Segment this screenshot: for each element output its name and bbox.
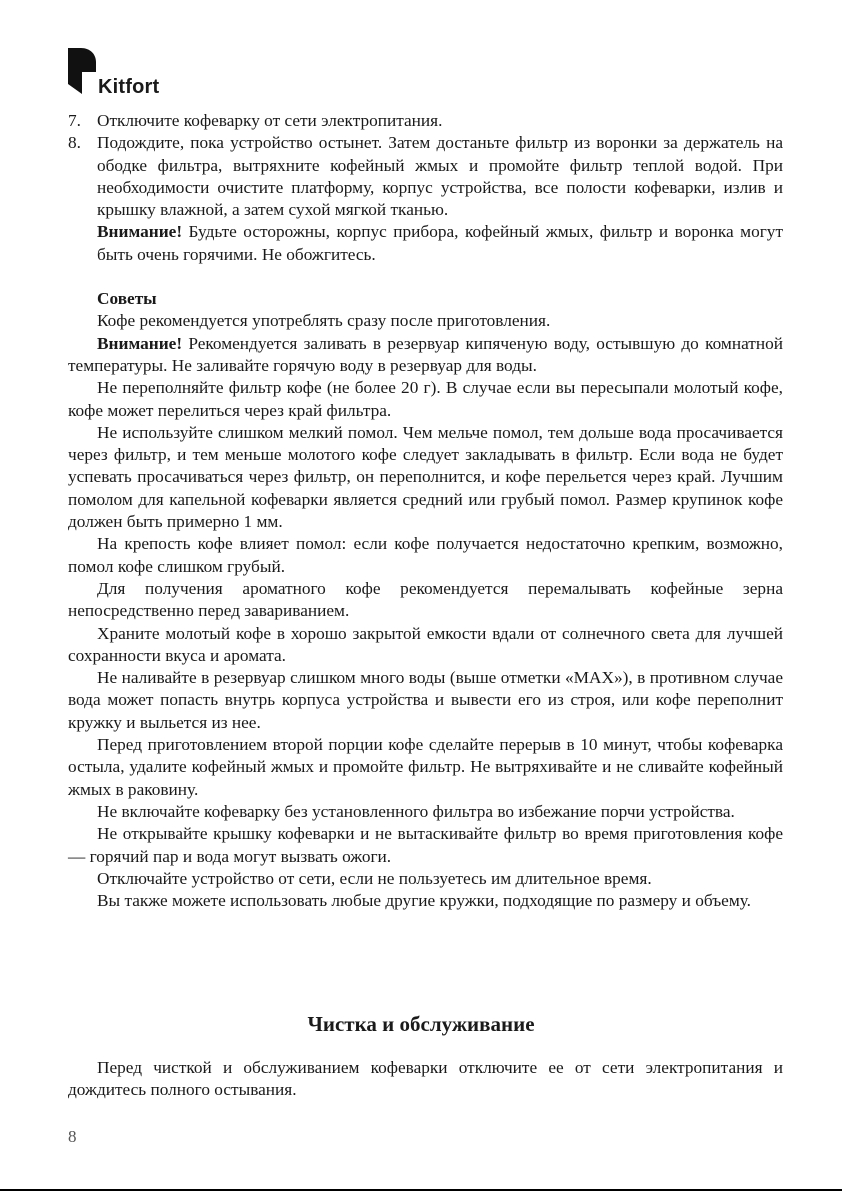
tips-paragraph: Вы также можете использовать любые другие кружки, подходящие по размеру и объему. bbox=[97, 891, 751, 911]
tips-paragraph: На крепость кофе влияет помол: если кофе получается недостаточно крепким, возможно, помол кофе слишком грубый. bbox=[68, 534, 783, 576]
list-text: Подождите, пока устройство остынет. Затем достаньте фильтр из воронки за держатель на ободке фильтра, вытряхните кофейный жмых и промойте фильтр теплой водой. При необходимости очистите платформу, корпус устройства, все полости кофеварки, излив и крышку влажной, а затем сухой мягкой тканью. bbox=[97, 133, 783, 220]
warning-label: Внимание! bbox=[97, 333, 183, 353]
list-number: 7. bbox=[68, 111, 81, 130]
tips-paragraph: Не открывайте крышку кофеварки и не вытаскивайте фильтр во время приготовления кофе — горячий пар и вода могут вызвать ожоги. bbox=[68, 824, 783, 866]
instructions-body bbox=[68, 110, 783, 912]
warning-text: Рекомендуется заливать в резервуар кипяченую воду, остывшую до комнатной температуры. Не заливайте горячую воду в резервуар для воды. bbox=[68, 333, 783, 375]
tips-paragraph: Не используйте слишком мелкий помол. Чем мельче помол, тем дольше вода просачивается через фильтр, и тем меньше молотого кофе следует закладывать в фильтр. Если вода не будет успевать просачиваться через фильтр, он переполнится, и кофе перельется через край. Лучшим помолом для капельной кофеварки является средний или грубый помол. Размер крупинок кофе должен быть примерно 1 мм. bbox=[68, 422, 783, 532]
warning-label: Внимание! bbox=[97, 222, 183, 242]
kitfort-logo-icon bbox=[68, 48, 96, 94]
warning-note bbox=[68, 221, 783, 266]
list-item-7 bbox=[68, 110, 783, 132]
tips-paragraph: Не включайте кофеварку без установленного фильтра во избежание порчи устройства. bbox=[97, 801, 735, 821]
list-number: 8. bbox=[68, 133, 81, 153]
section-title: Чистка и обслуживание bbox=[307, 1012, 535, 1036]
section-paragraph: Перед чисткой и обслуживанием кофеварки отключите ее от сети электропитания и дождитесь полного остывания. bbox=[68, 1058, 783, 1100]
tips-paragraph: Отключайте устройство от сети, если не пользуетесь им длительное время. bbox=[97, 868, 652, 888]
tips-paragraph: Храните молотый кофе в хорошо закрытой емкости вдали от солнечного света для лучшей сохранности вкуса и аромата. bbox=[68, 623, 783, 665]
tips-paragraph: Кофе рекомендуется употреблять сразу после приготовления. bbox=[97, 311, 551, 331]
tips-paragraph: Для получения ароматного кофе рекомендуется перемалывать кофейные зерна непосредственно перед завариванием. bbox=[68, 578, 783, 621]
tips-warning bbox=[68, 333, 783, 378]
tips-paragraph: Не наливайте в резервуар слишком много воды (выше отметки «MAX»), в противном случае вода может попасть внутрь корпуса устройства и вывести его из строя, или кофе переполнит кружку и выльется из нее. bbox=[68, 668, 783, 732]
page-number: 8 bbox=[68, 1127, 77, 1146]
page-bottom-rule bbox=[0, 1189, 842, 1191]
brand-name: Kitfort bbox=[98, 76, 160, 98]
tips-paragraph: Не переполняйте фильтр кофе (не более 20 г). В случае если вы пересыпали молотый кофе, кофе может перелиться через край фильтра. bbox=[68, 378, 783, 420]
tips-paragraph: Перед приготовлением второй порции кофе сделайте перерыв в 10 минут, чтобы кофеварка остыла, удалите кофейный жмых и промойте фильтр. Не вытряхивайте и не сливайте кофейный жмых в раковину. bbox=[68, 735, 783, 799]
brand-logo bbox=[68, 48, 178, 98]
tips-title: Советы bbox=[97, 289, 157, 309]
list-item-8 bbox=[68, 132, 783, 221]
warning-text: Будьте осторожны, корпус прибора, кофейный жмых, фильтр и воронка могут быть очень горячими. Не обожгитесь. bbox=[97, 222, 783, 264]
list-text: Отключите кофеварку от сети электропитания. bbox=[97, 111, 443, 130]
